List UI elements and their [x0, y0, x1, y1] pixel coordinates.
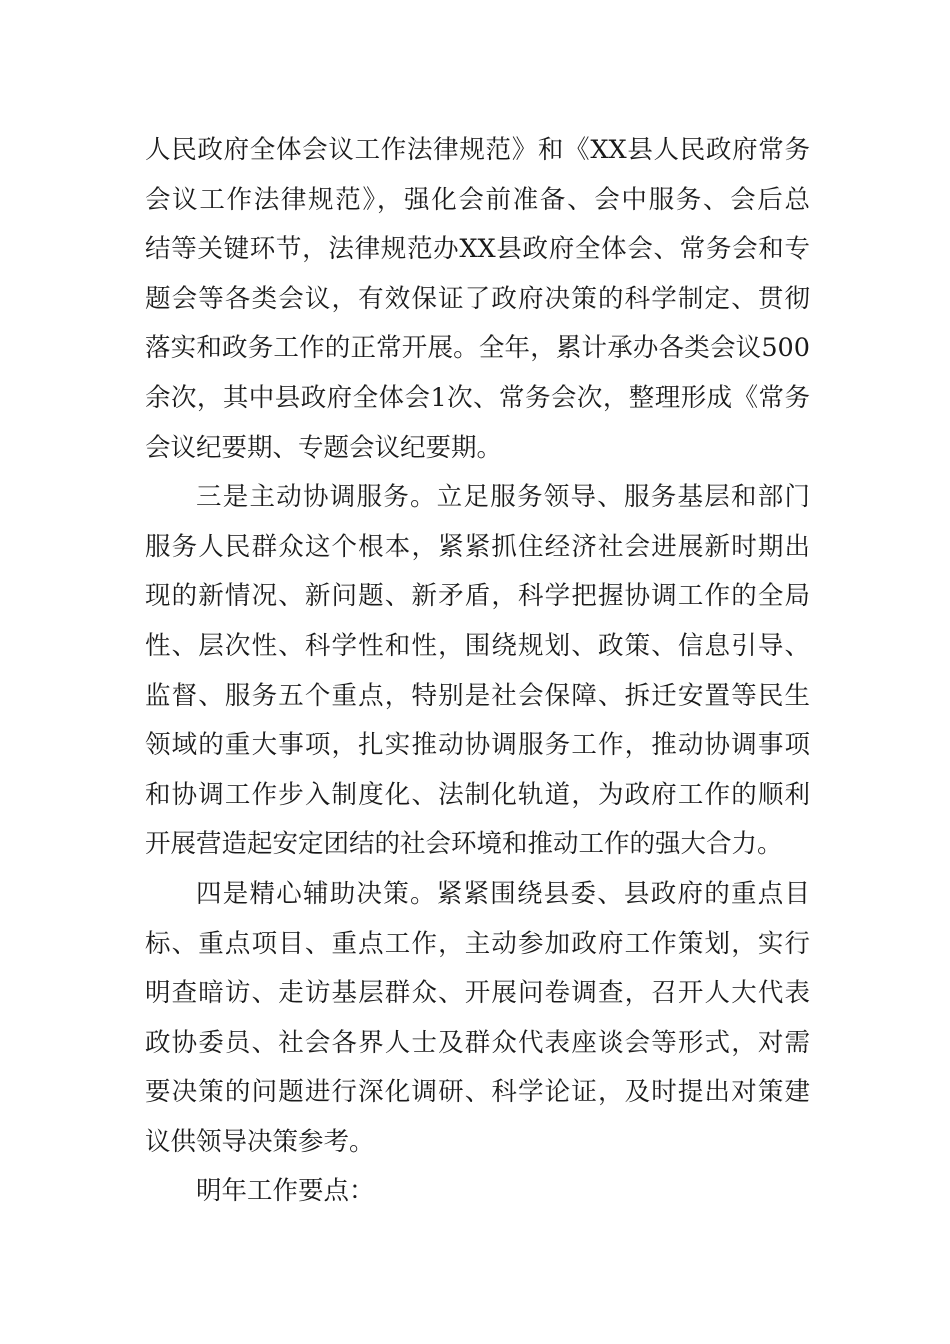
text-line: 余次，其中县政府全体会1次、常务会次，整理形成《常务: [145, 382, 810, 413]
text-line: 明查暗访、走访基层群众、开展问卷调查，召开人大代表: [145, 978, 810, 1009]
text-line: 性、层次性、科学性和性，围绕规划、政策、信息引导、: [145, 630, 810, 661]
text-line: 结等关键环节，法律规范办XX县政府全体会、常务会和专: [145, 234, 810, 265]
text-line: 领域的重大事项，扎实推动协调服务工作，推动协调事项: [145, 730, 810, 761]
text-line: 现的新情况、新问题、新矛盾，科学把握协调工作的全局: [145, 581, 810, 612]
text-line: 会议工作法律规范》，强化会前准备、会中服务、会后总: [145, 184, 810, 215]
text-line: 标、重点项目、重点工作，主动参加政府工作策划，实行: [145, 928, 810, 959]
section-heading: 明年工作要点：: [196, 1176, 375, 1207]
text-line: 服务人民群众这个根本，紧紧抓住经济社会进展新时期出: [145, 531, 810, 562]
text-line: 题会等各类会议，有效保证了政府决策的科学制定、贯彻: [145, 283, 810, 314]
text-line: 开展营造起安定团结的社会环境和推动工作的强大合力。: [145, 829, 783, 860]
text-line: 监督、服务五个重点，特别是社会保障、拆迁安置等民生: [145, 680, 810, 711]
text-line: 和协调工作步入制度化、法制化轨道，为政府工作的顺利: [145, 779, 810, 810]
paragraph-first-line: 四是精心辅助决策。紧紧围绕县委、县政府的重点目: [196, 878, 810, 909]
text-line: 议供领导决策参考。: [145, 1126, 375, 1157]
text-line: 政协委员、社会各界人士及群众代表座谈会等形式，对需: [145, 1027, 810, 1058]
text-line: 会议纪要期、专题会议纪要期。: [145, 432, 503, 463]
body-text: [145, 126, 810, 1217]
text-line: 落实和政务工作的正常开展。全年，累计承办各类会议500: [145, 333, 810, 364]
paragraph-first-line: 三是主动协调服务。立足服务领导、服务基层和部门: [196, 482, 810, 513]
text-line: 人民政府全体会议工作法律规范》和《XX县人民政府常务: [145, 135, 810, 165]
text-line: 要决策的问题进行深化调研、科学论证，及时提出对策建: [145, 1077, 810, 1108]
